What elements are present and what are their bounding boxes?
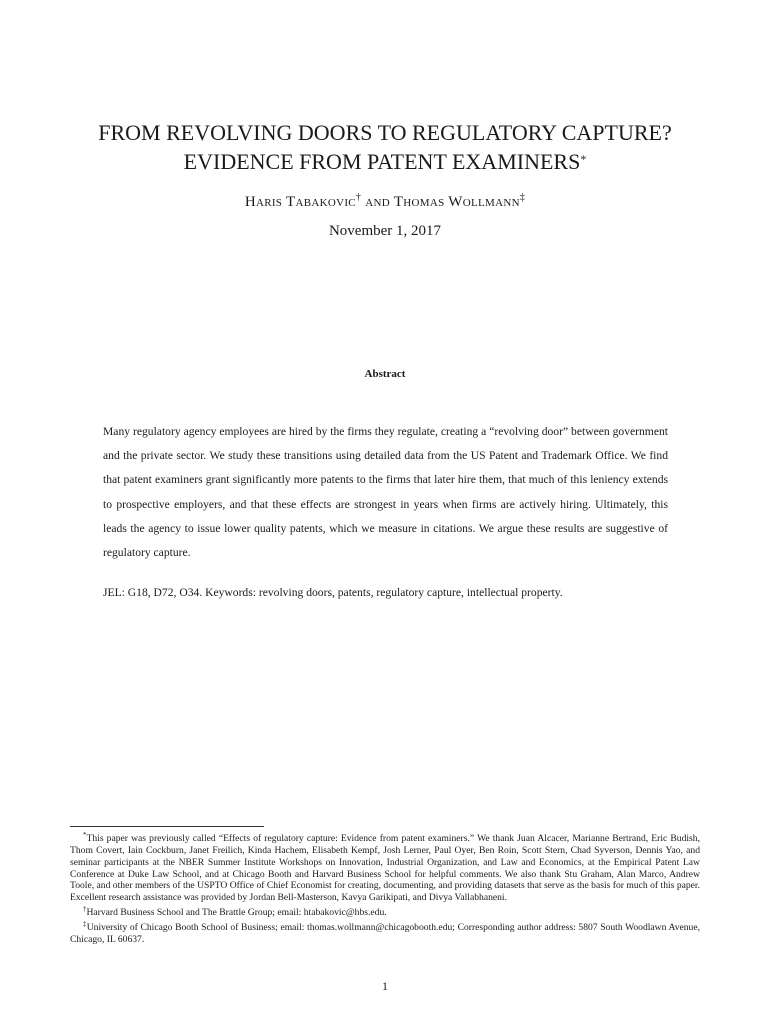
author-line bbox=[40, 192, 730, 211]
footnote-1-mark: * bbox=[83, 831, 87, 839]
footnote-3 bbox=[70, 919, 700, 946]
author-2: Thomas Wollmann bbox=[393, 194, 520, 210]
title-line-1: FROM REVOLVING DOORS TO REGULATORY CAPTURE? bbox=[98, 120, 672, 145]
jel-keywords: JEL: G18, D72, O34. Keywords: revolving doors, patents, regulatory capture, intellectual property. bbox=[103, 586, 563, 599]
footnote-1 bbox=[70, 830, 700, 904]
author-1: Haris Tabakovic bbox=[244, 194, 356, 210]
abstract-body: Many regulatory agency employees are hired by the firms they regulate, creating a “revolving door” between government and the private sector. We study these transitions using detailed data from the US Patent and Trademark Office. We find that patent examiners grant significantly more patents to the firms that later hire them, that much of this leniency extends to prospective employers, and that these effects are strongest in years when firms are actively hiring. Ultimately, this leads the agency to issue lower quality patents, which we measure in citations. We argue these results are suggestive of regulatory capture. bbox=[103, 425, 668, 560]
footnote-2-mark: † bbox=[83, 904, 87, 913]
paper-title bbox=[40, 118, 730, 176]
footnotes bbox=[70, 830, 700, 946]
footnote-3-mark: ‡ bbox=[83, 919, 87, 928]
author-2-mark: ‡ bbox=[519, 192, 526, 203]
footnote-3-text: University of Chicago Booth School of Business; email: thomas.wollmann@chicagobooth.edu; Corresponding author address: 5807 South Woodlawn Avenue, Chicago, IL 60637. bbox=[70, 922, 701, 945]
title-line-2 bbox=[40, 147, 730, 176]
footnote-2-text: Harvard Business School and The Brattle Group; email: htabakovic@hbs.edu. bbox=[86, 907, 387, 919]
footnote-1-text: This paper was previously called “Effects of regulatory capture: Evidence from patent examiners.” We thank Juan Alcacer, Marianne Bertrand, Eric Budish, Thom Covert, Iain Cockburn, Janet Freilich, Kinda Hachem, Elisabeth Kempf, Josh Lerner, Paul Oyer, Ben Roin, Scott Stern, Chad Syverson, Dennis Yao, and seminar participants at the NBER Summer Institute Workshops on Innovation, Industrial Organization, and Law and Economics, at the Empirical Patent Law Conference at Duke Law School, and at Chicago Booth and Harvard Business School for helpful comments. We also thank Stu Graham, Alan Marco, Andrew Toole, and other members of the USPTO Office of Chief Economist for creating, documenting, and providing datasets that serve as the basis for much of this paper. Excellent research assistance was provided by Jordan Bell-Masterson, Kavya Garikipati, and Divya Vallabhaneni. bbox=[70, 833, 700, 904]
title-line-2-text: EVIDENCE FROM PATENT EXAMINERS bbox=[183, 149, 581, 174]
paper-date: November 1, 2017 bbox=[328, 223, 442, 239]
author-connector: and bbox=[365, 194, 391, 210]
footnote-2 bbox=[70, 904, 700, 919]
author-1-mark: † bbox=[355, 192, 362, 203]
abstract-heading: Abstract bbox=[364, 368, 406, 380]
page-number: 1 bbox=[382, 979, 388, 993]
footnote-divider bbox=[70, 826, 264, 827]
title-footnote-mark: * bbox=[580, 152, 587, 166]
